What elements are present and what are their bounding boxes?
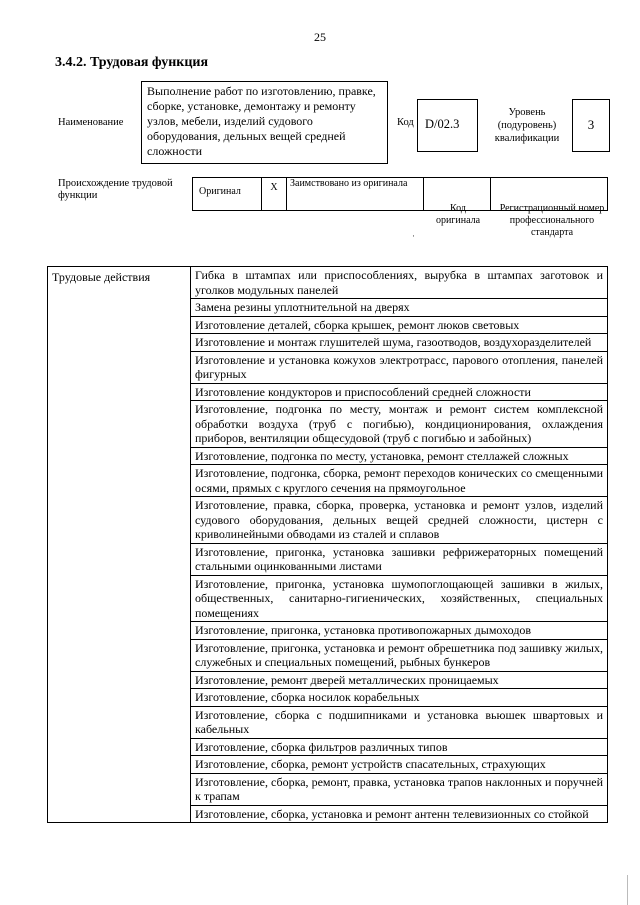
scan-speck: ·: [412, 231, 415, 241]
labor-action-item: Изготовление, сборка, ремонт устройств спасательных, страхующих: [191, 756, 608, 774]
labor-action-item: Изготовление, подгонка по месту, монтаж и ремонт систем комплексной обработки воздуха (труб с погибью), кондиционирования, охлаждения приборов, вентиляции общесудовой (труб с погибью и забойных): [191, 401, 608, 448]
original-label: Оригинал: [193, 178, 262, 211]
labor-action-item: Изготовление, ремонт дверей металлических проницаемых: [191, 671, 608, 689]
labor-action-item: Замена резины уплотнительной на дверях: [191, 299, 608, 317]
page-number: 25: [314, 30, 326, 44]
labor-action-item: Изготовление кондукторов и приспособлений средней сложности: [191, 383, 608, 401]
code-label: Код: [397, 117, 414, 128]
labor-action-item: Изготовление, подгонка по месту, установка, ремонт стеллажей сложных: [191, 447, 608, 465]
labor-action-item: Изготовление, сборка, ремонт, правка, установка трапов наклонных и поручней к трапам: [191, 773, 608, 805]
labor-action-item: Изготовление деталей, сборка крышек, ремонт люков световых: [191, 316, 608, 334]
labor-action-item: Изготовление, правка, сборка, проверка, установка и ремонт узлов, изделий судового оборудования, дельных вещей средней сложности, цистерн с криволинейными обводами из сталей и сплавов: [191, 497, 608, 544]
labor-action-item: Изготовление, сборка, установка и ремонт антенн телевизионных со стойкой: [191, 805, 608, 823]
level-label: Уровень (подуровень) квалификации: [494, 107, 560, 144]
labor-action-item: Изготовление, сборка с подшипниками и установка вьюшек швартовых и кабельных: [191, 706, 608, 738]
labor-action-item: Изготовление, пригонка, установка противопожарных дымоходов: [191, 622, 608, 640]
labor-action-item: Изготовление и установка кожухов электротрасс, парового отопления, панелей фигурных: [191, 351, 608, 383]
function-title: Выполнение работ по изготовлению, правке, сборке, установке, демонтажу и ремонту узлов, мебели, изделий судового оборудования, дельных вещей средней сложности: [141, 81, 388, 164]
origin-label: Происхождение трудовой функции: [58, 178, 173, 201]
labor-action-item: Изготовление, сборка носилок корабельных: [191, 689, 608, 707]
scan-edge: [627, 875, 640, 905]
labor-action-item: Изготовление, пригонка, установка и ремонт обрешетника под зашивку жилых, служебных и специальных помещений, рыбных бункеров: [191, 639, 608, 671]
labor-action-item: Изготовление, сборка фильтров различных типов: [191, 738, 608, 756]
labor-action-item: Изготовление и монтаж глушителей шума, газоотводов, воздухоразделителей: [191, 334, 608, 352]
original-mark: X: [262, 178, 287, 211]
code-original-label: Код оригинала: [435, 203, 481, 226]
borrowed-label: Заимствовано из оригинала: [287, 178, 424, 211]
level-value: 3: [572, 99, 610, 152]
labor-actions-table: [47, 266, 608, 823]
labor-actions-label: Трудовые действия: [48, 267, 191, 823]
section-title: 3.4.2. Трудовая функция: [55, 55, 209, 70]
labor-action-item: Изготовление, подгонка, сборка, ремонт переходов конических со смещенными осями, прямых с круглого сечения на прямоугольное: [191, 465, 608, 497]
labor-action-item: Гибка в штампах или приспособлениях, вырубка в штампах заготовок и уголков модульных панелей: [191, 267, 608, 299]
code-value: D/02.3: [417, 99, 478, 152]
labor-action-item: Изготовление, пригонка, установка шумопоглощающей зашивки в жилых, общественных, санитарно-гигиенических, хозяйственных, специальных помещениях: [191, 575, 608, 622]
labor-action-item: Изготовление, пригонка, установка зашивки рефрижераторных помещений стальными оцинкованными листами: [191, 543, 608, 575]
table-row: [48, 267, 608, 299]
name-label: Наименование: [58, 117, 124, 128]
reg-number-label: Регистрационный номер профессионального стандарта: [499, 203, 605, 238]
